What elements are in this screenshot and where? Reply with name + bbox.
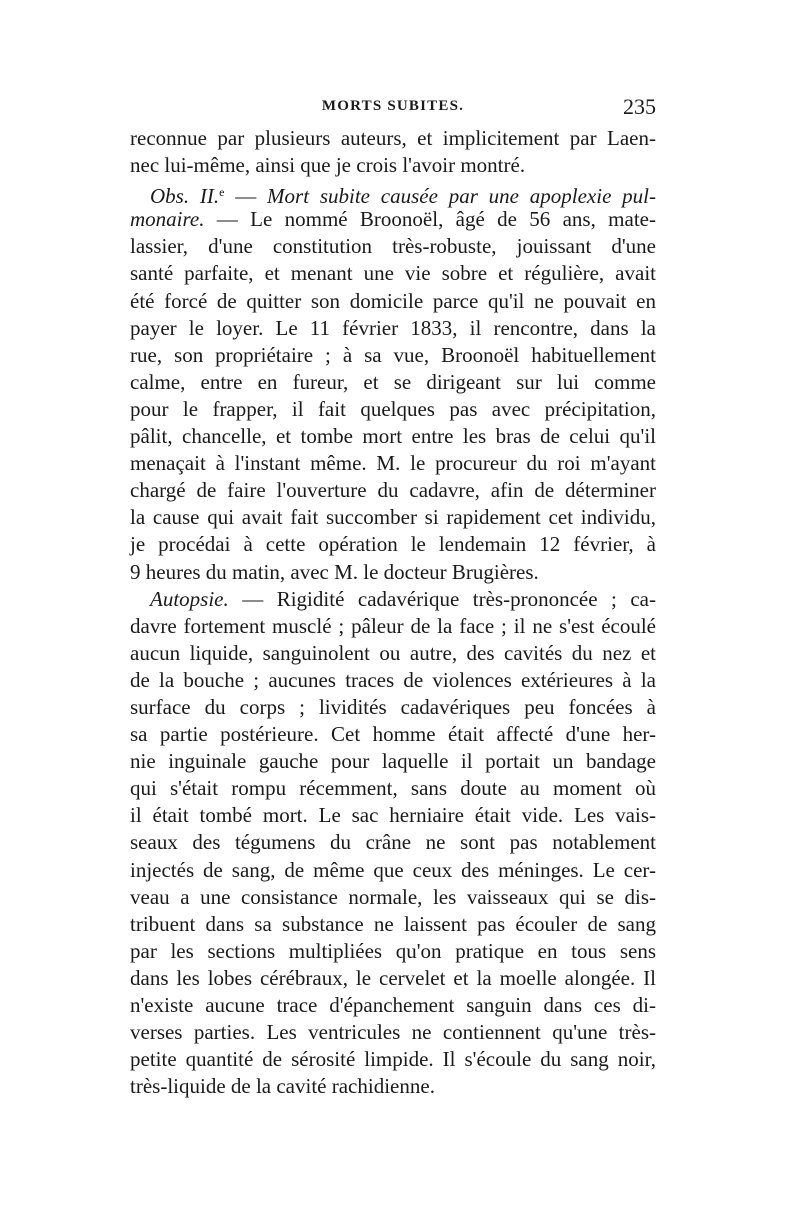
text-line: verses parties. Les ventricules ne contiennent qu'une très- xyxy=(130,1020,656,1045)
text-line: pâlit, chancelle, et tombe mort entre les bras de celui qu'il xyxy=(130,424,656,449)
text-line: calme, entre en fureur, et se dirigeant sur lui comme xyxy=(130,369,656,394)
text-line: davre fortement musclé ; pâleur de la face ; il ne s'est écoulé xyxy=(130,613,656,638)
text-line: chargé de faire l'ouverture du cadavre, afin de déterminer xyxy=(130,478,656,503)
text-line: rue, son propriétaire ; à sa vue, Broonoël habituellement xyxy=(130,342,656,367)
autopsie-label: Autopsie. xyxy=(150,586,229,611)
obs-title-continued: monaire. xyxy=(130,207,205,232)
text-line: très-liquide de la cavité rachidienne. xyxy=(130,1074,435,1099)
obs-label: Obs. II. xyxy=(150,184,220,209)
obs-dash: — xyxy=(224,184,268,209)
running-title: MORTS SUBITES. xyxy=(321,98,465,114)
text-line: pour le frapper, il fait quelques pas avec précipitation, xyxy=(130,396,656,421)
text-line: la cause qui avait fait succomber si rapidement cet individu, xyxy=(130,505,656,530)
autopsie-rest: — Rigidité cadavérique très-prononcée ; ca- xyxy=(228,586,656,611)
text-line: sa partie postérieure. Cet homme était affecté d'une her- xyxy=(130,722,656,747)
page-number: 235 xyxy=(623,94,656,119)
text-line: il était tombé mort. Le sac herniaire était vide. Les vais- xyxy=(130,803,656,828)
text-line: nec lui-même, ainsi que je crois l'avoir montré. xyxy=(130,153,526,178)
body-text xyxy=(130,125,656,1100)
obs-superscript: e xyxy=(219,185,225,200)
obs-heading-line xyxy=(130,179,657,209)
line-remainder: — Le nommé Broonoël, âgé de 56 ans, mate- xyxy=(204,207,656,232)
text-line: reconnue par plusieurs auteurs, et implicitement par Laen- xyxy=(130,126,656,150)
text-line: lassier, d'une constitution très-robuste, jouissant d'une xyxy=(130,234,656,259)
text-line: été forcé de quitter son domicile parce qu'il ne pouvait en xyxy=(130,288,656,313)
text-line: nie inguinale gauche pour laquelle il portait un bandage xyxy=(130,749,656,774)
text-line: petite quantité de sérosité limpide. Il s'écoule du sang noir, xyxy=(130,1047,656,1072)
text-line xyxy=(130,206,656,233)
text-line: veau a une consistance normale, les vaisseaux qui se dis- xyxy=(130,884,656,909)
text-line: seaux des tégumens du crâne ne sont pas notablement xyxy=(130,830,656,855)
text-line: dans les lobes cérébraux, le cervelet et la moelle alongée. Il xyxy=(130,965,656,990)
text-line: par les sections multipliées qu'on pratique en tous sens xyxy=(130,938,656,963)
running-head xyxy=(130,94,656,122)
text-line: je procédai à cette opération le lendemain 12 février, à xyxy=(130,532,656,557)
autopsie-heading-line xyxy=(130,586,656,613)
text-line: santé parfaite, et menant une vie sobre et régulière, avait xyxy=(130,261,656,286)
text-line: qui s'était rompu récemment, sans doute au moment où xyxy=(130,776,656,801)
text-line: de la bouche ; aucunes traces de violences extérieures à la xyxy=(130,667,656,692)
text-line: payer le loyer. Le 11 février 1833, il rencontre, dans la xyxy=(130,315,656,340)
text-line: tribuent dans sa substance ne laissent pas écouler de sang xyxy=(130,911,656,936)
text-line: aucun liquide, sanguinolent ou autre, des cavités du nez et xyxy=(130,640,656,665)
text-line: injectés de sang, de même que ceux des méninges. Le cer- xyxy=(130,857,656,882)
obs-title: Mort subite causée par une apoplexie pul- xyxy=(267,184,657,209)
text-line: n'existe aucune trace d'épanchement sanguin dans ces di- xyxy=(130,993,656,1017)
text-line: surface du corps ; lividités cadavériques peu foncées à xyxy=(130,694,656,719)
text-line: menaçait à l'instant même. M. le procureur du roi m'ayant xyxy=(130,451,656,476)
text-line: 9 heures du matin, avec M. le docteur Brugières. xyxy=(130,559,539,584)
